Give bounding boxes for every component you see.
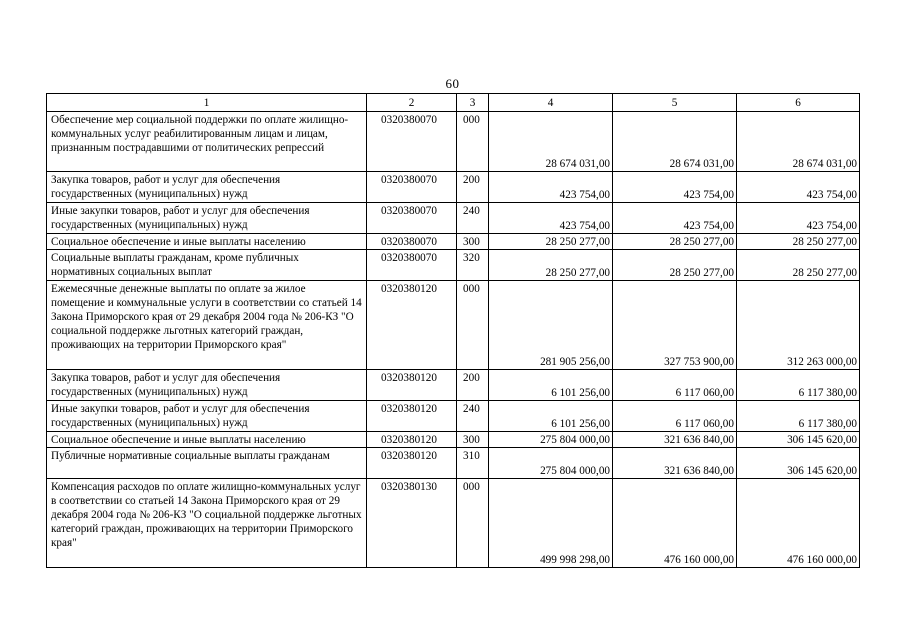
row-target-code: 0320380070 [367, 172, 457, 203]
row-description: Компенсация расходов по оплате жилищно-коммунальных услуг в соответствии со статьей 14 Закона Приморского края от 29 декабря 2004 года № 206-КЗ "О социальной поддержке льготных категорий граждан, проживающих на территории Приморского края" [47, 479, 367, 568]
row-expense-type: 200 [457, 172, 489, 203]
row-target-code: 0320380070 [367, 234, 457, 250]
row-expense-type: 000 [457, 281, 489, 370]
row-amount-year-1: 28 674 031,00 [489, 112, 613, 172]
row-amount-year-1: 28 250 277,00 [489, 250, 613, 281]
table-row [47, 172, 860, 203]
table-row [47, 250, 860, 281]
row-amount-year-3: 306 145 620,00 [737, 432, 860, 448]
row-amount-year-3: 306 145 620,00 [737, 448, 860, 479]
table-row [47, 401, 860, 432]
row-amount-year-3: 423 754,00 [737, 172, 860, 203]
column-header: 6 [737, 94, 860, 112]
table-header-row [47, 94, 860, 112]
row-expense-type: 300 [457, 432, 489, 448]
row-amount-year-2: 423 754,00 [613, 172, 737, 203]
row-amount-year-1: 275 804 000,00 [489, 432, 613, 448]
table-row [47, 234, 860, 250]
row-description: Социальные выплаты гражданам, кроме публичных нормативных социальных выплат [47, 250, 367, 281]
table-row [47, 370, 860, 401]
row-amount-year-2: 476 160 000,00 [613, 479, 737, 568]
row-amount-year-2: 321 636 840,00 [613, 448, 737, 479]
row-amount-year-2: 28 250 277,00 [613, 234, 737, 250]
row-amount-year-1: 423 754,00 [489, 203, 613, 234]
row-amount-year-3: 28 250 277,00 [737, 234, 860, 250]
row-description: Социальное обеспечение и иные выплаты населению [47, 234, 367, 250]
row-description: Иные закупки товаров, работ и услуг для обеспечения государственных (муниципальных) нужд [47, 401, 367, 432]
row-amount-year-2: 28 250 277,00 [613, 250, 737, 281]
column-header: 1 [47, 94, 367, 112]
row-amount-year-3: 28 250 277,00 [737, 250, 860, 281]
row-description: Закупка товаров, работ и услуг для обеспечения государственных (муниципальных) нужд [47, 172, 367, 203]
row-amount-year-1: 499 998 298,00 [489, 479, 613, 568]
row-expense-type: 000 [457, 112, 489, 172]
table-row [47, 281, 860, 370]
row-expense-type: 200 [457, 370, 489, 401]
row-amount-year-2: 28 674 031,00 [613, 112, 737, 172]
budget-table [46, 93, 860, 568]
row-amount-year-1: 423 754,00 [489, 172, 613, 203]
row-amount-year-1: 275 804 000,00 [489, 448, 613, 479]
row-amount-year-3: 6 117 380,00 [737, 370, 860, 401]
column-header: 3 [457, 94, 489, 112]
row-amount-year-2: 423 754,00 [613, 203, 737, 234]
row-target-code: 0320380120 [367, 401, 457, 432]
column-header: 4 [489, 94, 613, 112]
row-amount-year-2: 6 117 060,00 [613, 401, 737, 432]
row-description: Социальное обеспечение и иные выплаты населению [47, 432, 367, 448]
row-expense-type: 000 [457, 479, 489, 568]
row-amount-year-3: 312 263 000,00 [737, 281, 860, 370]
row-expense-type: 240 [457, 401, 489, 432]
row-description: Иные закупки товаров, работ и услуг для обеспечения государственных (муниципальных) нужд [47, 203, 367, 234]
row-amount-year-2: 321 636 840,00 [613, 432, 737, 448]
row-expense-type: 240 [457, 203, 489, 234]
row-description: Публичные нормативные социальные выплаты гражданам [47, 448, 367, 479]
row-target-code: 0320380070 [367, 250, 457, 281]
row-amount-year-3: 423 754,00 [737, 203, 860, 234]
row-amount-year-1: 6 101 256,00 [489, 401, 613, 432]
table-row [47, 448, 860, 479]
table-row [47, 479, 860, 568]
table-row [47, 112, 860, 172]
row-target-code: 0320380070 [367, 112, 457, 172]
row-amount-year-1: 28 250 277,00 [489, 234, 613, 250]
row-expense-type: 320 [457, 250, 489, 281]
column-header: 2 [367, 94, 457, 112]
row-amount-year-3: 476 160 000,00 [737, 479, 860, 568]
row-expense-type: 310 [457, 448, 489, 479]
row-amount-year-2: 327 753 900,00 [613, 281, 737, 370]
page-number: 60 [445, 76, 460, 91]
row-amount-year-3: 6 117 380,00 [737, 401, 860, 432]
row-amount-year-1: 281 905 256,00 [489, 281, 613, 370]
row-amount-year-2: 6 117 060,00 [613, 370, 737, 401]
row-description: Обеспечение мер социальной поддержки по оплате жилищно-коммунальных услуг реабилитированным лицам и лицам, признанным пострадавшими от политических репрессий [47, 112, 367, 172]
row-description: Ежемесячные денежные выплаты по оплате за жилое помещение и коммунальные услуги в соответствии со статьей 14 Закона Приморского края от 29 декабря 2004 года № 206-КЗ "О социальной поддержке льготных категорий граждан, проживающих на территории Приморского края" [47, 281, 367, 370]
row-target-code: 0320380130 [367, 479, 457, 568]
row-target-code: 0320380120 [367, 448, 457, 479]
row-description: Закупка товаров, работ и услуг для обеспечения государственных (муниципальных) нужд [47, 370, 367, 401]
row-expense-type: 300 [457, 234, 489, 250]
row-target-code: 0320380120 [367, 432, 457, 448]
row-amount-year-1: 6 101 256,00 [489, 370, 613, 401]
row-target-code: 0320380120 [367, 370, 457, 401]
table-row [47, 203, 860, 234]
row-target-code: 0320380070 [367, 203, 457, 234]
table-row [47, 432, 860, 448]
column-header: 5 [613, 94, 737, 112]
row-target-code: 0320380120 [367, 281, 457, 370]
row-amount-year-3: 28 674 031,00 [737, 112, 860, 172]
